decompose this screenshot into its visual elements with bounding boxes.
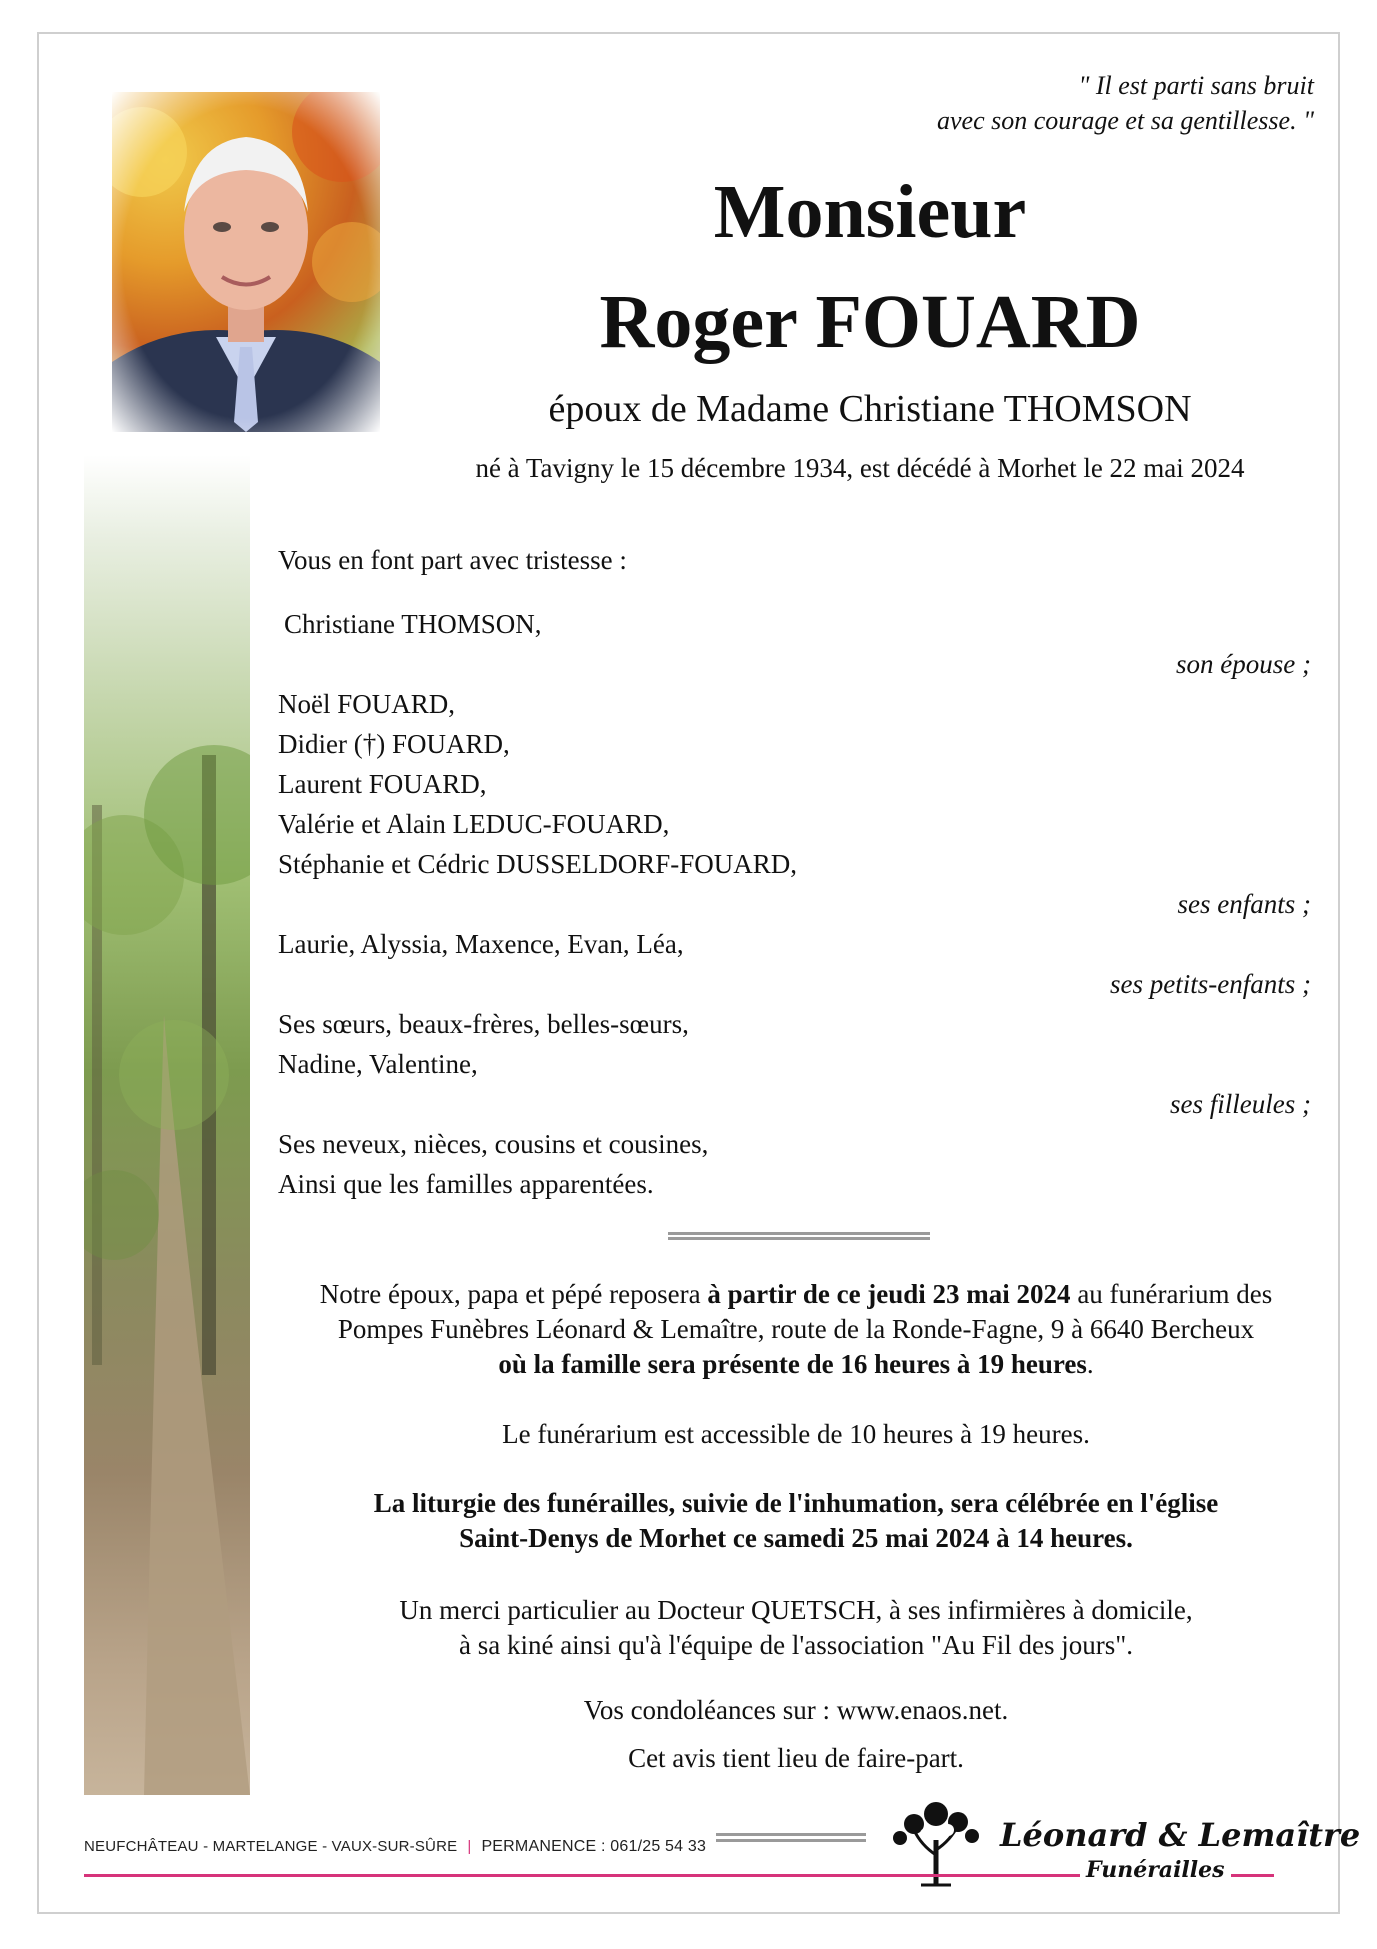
goddaughters-relation: ses filleules ; xyxy=(1170,1089,1311,1119)
forest-path-image xyxy=(84,455,250,1795)
goddaughters-names: Nadine, Valentine, xyxy=(278,1049,478,1079)
thanks-line-2: à sa kiné ainsi qu'à l'équipe de l'association "Au Fil des jours". xyxy=(458,1630,1133,1660)
liturgy-line-2: Saint-Denys de Morhet ce samedi 25 mai 2024 à 14 heures. xyxy=(459,1523,1133,1553)
child-1: Noël FOUARD, xyxy=(278,689,456,719)
visitation-line-2: Pompes Funèbres Léonard & Lemaître, route de la Ronde-Fagne, 9 à 6640 Bercheux xyxy=(337,1314,1255,1344)
visitation-period: . xyxy=(1086,1349,1094,1379)
footer-permanence: PERMANENCE : 061/25 54 33 xyxy=(481,1838,707,1855)
siblings-line: Ses sœurs, beaux-frères, belles-sœurs, xyxy=(278,1009,689,1039)
logo-double-line xyxy=(716,1833,866,1842)
visitation-text-a: Notre époux, papa et pépé reposera xyxy=(319,1279,708,1309)
condolences-link[interactable]: Vos condoléances sur : www.enaos.net. xyxy=(583,1695,1009,1725)
children-list xyxy=(278,684,797,884)
grandchildren-relation: ses petits-enfants ; xyxy=(1110,969,1311,999)
section-divider xyxy=(668,1232,930,1240)
honorific-title: Monsieur xyxy=(713,170,1027,254)
forest-illustration xyxy=(84,455,250,1795)
spouse-line: époux de Madame Christiane THOMSON xyxy=(548,388,1192,430)
liturgy-paragraph xyxy=(256,1486,1336,1556)
children-relation: ses enfants ; xyxy=(1177,889,1311,919)
child-3: Laurent FOUARD, xyxy=(278,769,487,799)
thanks-line-1: Un merci particulier au Docteur QUETSCH, à ses infirmières à domicile, xyxy=(399,1595,1193,1625)
family-intro: Vous en font part avec tristesse : xyxy=(278,545,627,575)
child-5: Stéphanie et Cédric DUSSELDORF-FOUARD, xyxy=(278,849,797,879)
quote-line-2: avec son courage et sa gentillesse. " xyxy=(937,106,1314,135)
footer-locations: NEUFCHÂTEAU - MARTELANGE - VAUX-SUR-SÛRE xyxy=(84,1838,458,1855)
epigraph-quote xyxy=(714,68,1314,138)
grandchildren-names: Laurie, Alyssia, Maxence, Evan, Léa, xyxy=(278,929,684,959)
portrait-illustration xyxy=(112,92,380,432)
brand-subtitle: Funérailles xyxy=(1080,1857,1231,1883)
visitation-line-1 xyxy=(256,1277,1336,1312)
visitation-date: à partir de ce jeudi 23 mai 2024 xyxy=(707,1279,1071,1309)
liturgy-line-1: La liturgie des funérailles, suivie de l'inhumation, sera célébrée en l'église xyxy=(373,1488,1219,1518)
child-4: Valérie et Alain LEDUC-FOUARD, xyxy=(278,809,670,839)
notice-statement: Cet avis tient lieu de faire-part. xyxy=(628,1743,964,1773)
deceased-name: Roger FOUARD xyxy=(599,280,1141,364)
cousins-line: Ses neveux, nièces, cousins et cousines, xyxy=(278,1129,709,1159)
funerarium-hours: Le funérarium est accessible de 10 heures à 19 heures. xyxy=(502,1419,1090,1449)
visitation-line-3 xyxy=(256,1347,1336,1382)
footer-contact xyxy=(84,1838,706,1856)
thanks-paragraph xyxy=(256,1593,1336,1663)
spouse-relation: son épouse ; xyxy=(1176,649,1311,679)
footer-separator: | xyxy=(467,1838,472,1855)
spouse-name: Christiane THOMSON, xyxy=(284,609,542,639)
visitation-paragraph xyxy=(256,1277,1336,1382)
families-line: Ainsi que les familles apparentées. xyxy=(278,1169,654,1199)
portrait-photo xyxy=(112,92,380,432)
quote-line-1: " Il est parti sans bruit xyxy=(1078,71,1314,100)
family-presence-hours: où la famille sera présente de 16 heures à 19 heures xyxy=(498,1349,1087,1379)
child-2: Didier (†) FOUARD, xyxy=(278,729,510,759)
birth-death-line: né à Tavigny le 15 décembre 1934, est décédé à Morhet le 22 mai 2024 xyxy=(475,453,1245,483)
brand-name: Léonard & Lemaître xyxy=(1000,1816,1361,1854)
visitation-text-c: au funérarium des xyxy=(1070,1279,1273,1309)
